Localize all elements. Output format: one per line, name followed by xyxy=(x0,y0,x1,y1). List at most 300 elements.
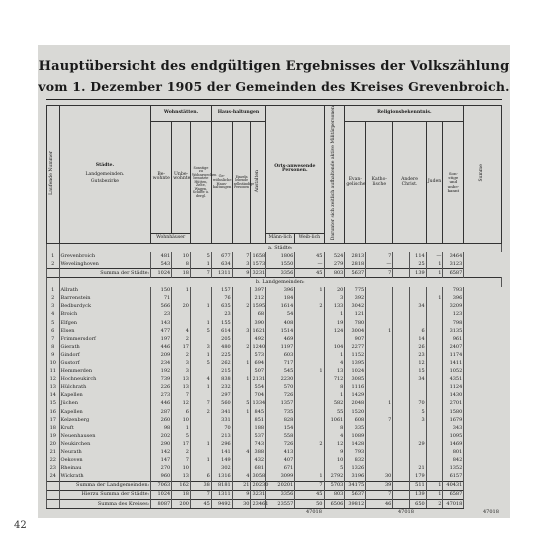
cell-value: 2230 xyxy=(266,376,295,384)
cell-value: 2 xyxy=(172,335,191,343)
summary-row-kreis xyxy=(47,500,502,509)
cell-value xyxy=(295,311,324,319)
row-number: 8 xyxy=(47,343,60,351)
cell-value xyxy=(366,287,393,295)
cell-value: 469 xyxy=(266,335,295,343)
census-table-body xyxy=(47,244,502,509)
cell-value: — xyxy=(295,260,324,269)
cell-value: 290 xyxy=(151,440,172,448)
cell-value: 10 xyxy=(172,416,191,424)
cell-value: 635 xyxy=(211,303,232,311)
cell-value xyxy=(426,457,443,465)
cell-value: 157 xyxy=(211,287,232,295)
cell-value: 34175 xyxy=(345,481,366,490)
row-gemeinde-name: Frimmersdorf xyxy=(59,335,151,343)
cell-value: 5 xyxy=(172,432,191,440)
cell-value: 212 xyxy=(251,295,266,303)
summary-label: Summa der Landgemeinden: xyxy=(59,481,151,490)
cell-value: 38 xyxy=(190,481,211,490)
cell-value: 1152 xyxy=(345,351,366,359)
title-line-1: Hauptübersicht des endgültigen Ergebnisses der Volkszählung xyxy=(38,59,510,74)
cell-value xyxy=(426,343,443,351)
row-gemeinde-name: Neurath xyxy=(59,448,151,456)
header-religion: Religionsbekenntnis. xyxy=(345,106,464,122)
cell-value: 13 xyxy=(324,368,345,376)
header-sonstige-religion: Son-stige und unbe-kannt xyxy=(443,122,464,244)
cell-value: 1357 xyxy=(266,400,295,408)
cell-value: 1311 xyxy=(211,269,232,278)
cell-value: 8181 xyxy=(211,481,232,490)
table-row xyxy=(47,408,502,416)
cell-value xyxy=(426,408,443,416)
cell-value: 6 xyxy=(172,408,191,416)
cell-value: 2 xyxy=(295,303,324,311)
cell-value: 803 xyxy=(324,269,345,278)
header-unbewohnte: Unbe-wohnte xyxy=(172,122,191,234)
cell-value xyxy=(190,335,211,343)
row-gemeinde-name: Wevelinghoven xyxy=(59,260,151,269)
cell-value: 23557 xyxy=(266,500,295,509)
cell-value: 545 xyxy=(266,368,295,376)
cell-value: 961 xyxy=(443,335,464,343)
row-gemeinde-name: Grevenbroich xyxy=(59,252,151,260)
cell-value: 1429 xyxy=(345,392,366,400)
cell-value xyxy=(295,424,324,432)
table-row xyxy=(47,416,502,424)
section-staedte-row xyxy=(47,244,502,253)
header-wohnstaetten: Wohnstätten. xyxy=(151,106,212,122)
cell-value xyxy=(295,384,324,392)
cell-value: 188 xyxy=(251,424,266,432)
cell-value: 23 xyxy=(410,351,427,359)
cell-value: 13 xyxy=(172,376,191,384)
cell-value: 1 xyxy=(324,392,345,400)
row-gemeinde-name: Neukirchen xyxy=(59,440,151,448)
cell-value: 614 xyxy=(211,327,232,335)
cell-value xyxy=(295,416,324,424)
cell-value xyxy=(190,424,211,432)
cell-value: 2 xyxy=(190,408,211,416)
cell-value: 192 xyxy=(151,368,172,376)
cell-value xyxy=(232,311,251,319)
cell-value xyxy=(232,368,251,376)
cell-value xyxy=(410,295,427,303)
cell-value xyxy=(190,295,211,303)
cell-value: 25 xyxy=(410,260,427,269)
cell-value: 554 xyxy=(251,384,266,392)
cell-value: 6506 xyxy=(324,500,345,509)
cell-value: 407 xyxy=(266,457,295,465)
cell-value: 1197 xyxy=(266,343,295,351)
cell-value: 23461 xyxy=(251,500,266,509)
cell-value: 18 xyxy=(172,490,191,499)
cell-value xyxy=(366,311,393,319)
row-number: 3 xyxy=(47,303,60,311)
cell-value: 341 xyxy=(211,408,232,416)
cell-value xyxy=(295,359,324,367)
cell-value: 197 xyxy=(151,335,172,343)
cell-value: 2818 xyxy=(345,260,366,269)
cell-value: 4 xyxy=(172,327,191,335)
cell-value xyxy=(190,416,211,424)
cell-value: 1 xyxy=(190,384,211,392)
cell-value: 279 xyxy=(324,260,345,269)
cell-value xyxy=(366,448,393,456)
cell-value: 570 xyxy=(266,384,295,392)
cell-value: 1514 xyxy=(266,327,295,335)
cell-value: 726 xyxy=(266,440,295,448)
cell-value: 2813 xyxy=(345,252,366,260)
cell-value: 14 xyxy=(410,335,427,343)
cell-value: 1469 xyxy=(443,440,464,448)
cell-value: 1430 xyxy=(443,392,464,400)
cell-value: 9 xyxy=(232,269,251,278)
row-gemeinde-name: Hemmerden xyxy=(59,368,151,376)
cell-value: 142 xyxy=(151,448,172,456)
cell-value: 7063 xyxy=(151,481,172,490)
cell-value: 694 xyxy=(251,359,266,367)
cell-value: 1334 xyxy=(252,400,266,407)
cell-value xyxy=(426,359,443,367)
row-gemeinde-name: Barrenstein xyxy=(59,295,151,303)
cell-value: 1 xyxy=(190,440,211,448)
cell-value: 7 xyxy=(366,252,393,260)
cell-value: 1520 xyxy=(345,408,366,416)
cell-value: 681 xyxy=(251,465,266,473)
cell-value: 205 xyxy=(211,335,232,343)
row-gemeinde-name: Wickrath xyxy=(59,473,151,482)
row-gemeinde-name: Broich xyxy=(59,311,151,319)
cell-value: 1614 xyxy=(266,303,295,311)
row-number: 9 xyxy=(47,351,60,359)
cell-value: 200 xyxy=(172,500,191,509)
cell-value: 2131 xyxy=(252,376,266,383)
scanned-table-page xyxy=(38,45,510,518)
row-gemeinde-name: Hochneukirch xyxy=(59,376,151,384)
cell-value xyxy=(190,465,211,473)
cell-value xyxy=(366,376,393,384)
cell-value: 2048 xyxy=(345,400,366,408)
cell-value xyxy=(190,287,211,295)
section-land-label: b. Landgemeinden: xyxy=(59,278,501,287)
row-number: 1 xyxy=(47,287,60,295)
cell-value: 184 xyxy=(266,295,295,303)
cell-value: 803 xyxy=(324,490,345,499)
cell-value: 1 xyxy=(426,260,443,269)
cell-value: 1089 xyxy=(345,432,366,440)
summary-row-staedte xyxy=(47,269,502,278)
table-row xyxy=(47,327,502,335)
header-militaer: Darunter sich zeitlich aufhaltende aktive Militärpersonen xyxy=(324,106,345,244)
cell-value xyxy=(410,384,427,392)
cell-value: 4 xyxy=(232,448,251,456)
cell-value: 9492 xyxy=(211,500,232,509)
cell-value: 202 xyxy=(151,432,172,440)
table-row xyxy=(47,303,502,311)
cell-value: 76 xyxy=(211,295,232,303)
cell-value xyxy=(426,392,443,400)
row-gemeinde-name: Allrath xyxy=(59,287,151,295)
cell-value xyxy=(366,295,393,303)
cell-value xyxy=(295,376,324,384)
cell-value xyxy=(232,319,251,327)
header-gemeinden: Städte. Landgemeinden. Gutsbezirke xyxy=(59,106,151,244)
cell-value: 838 xyxy=(211,376,232,384)
cell-value: 335 xyxy=(345,424,366,432)
cell-value: 5 xyxy=(410,408,427,416)
row-number: 22 xyxy=(47,457,60,465)
cell-value: 2407 xyxy=(443,343,464,351)
cell-value: 2701 xyxy=(443,400,464,408)
cell-value: 775 xyxy=(345,287,366,295)
cell-value: 1 xyxy=(232,376,251,384)
table-row xyxy=(47,432,502,440)
cell-value: 634 xyxy=(211,260,232,269)
cell-value: 1061 xyxy=(324,416,345,424)
cell-value: 40431 xyxy=(443,481,464,490)
cell-value: 7 xyxy=(366,269,393,278)
cell-value xyxy=(366,319,393,327)
cell-value: 9 xyxy=(232,490,251,499)
cell-value: 296 xyxy=(211,440,232,448)
cell-value: 3004 xyxy=(345,327,366,335)
table-row xyxy=(47,359,502,367)
cell-value: 3 xyxy=(172,359,191,367)
cell-value xyxy=(366,457,393,465)
header-sonstige-wohnstaetten: Sonstige zu Wohnzwecken benutzte Hütten, Zelte, Wagen, Schiffe u. dergl. xyxy=(190,122,211,244)
summary-label: Hierzu Summa der Städte: xyxy=(59,490,151,499)
header-evangelische: Evan-gelische xyxy=(345,122,366,244)
cell-value xyxy=(410,424,427,432)
cell-value xyxy=(295,465,324,473)
cell-value: 3099 xyxy=(266,473,295,482)
cell-value xyxy=(295,343,324,351)
cell-value: 3 xyxy=(410,416,427,424)
cell-value: 30 xyxy=(232,500,251,509)
footer-total-1: 47018 xyxy=(306,509,322,515)
cell-value: 343 xyxy=(443,424,464,432)
cell-value: 8 xyxy=(172,260,191,269)
header-weiblich: Weib-lich xyxy=(295,233,324,243)
table-row xyxy=(47,457,502,465)
cell-value: 712 xyxy=(324,376,345,384)
cell-value: 21 xyxy=(232,481,251,490)
cell-value: 960 xyxy=(151,473,172,482)
cell-value: 1395 xyxy=(345,359,366,367)
cell-value: 2 xyxy=(172,351,191,359)
cell-value: 133 xyxy=(324,303,345,311)
cell-value xyxy=(426,319,443,327)
table-row xyxy=(47,376,502,384)
row-number: 11 xyxy=(47,368,60,376)
cell-value: 1679 xyxy=(443,416,464,424)
cell-value: 1 xyxy=(426,490,443,499)
cell-value: 147 xyxy=(151,457,172,465)
cell-value: 650 xyxy=(410,500,427,509)
cell-value: 392 xyxy=(345,295,366,303)
row-gemeinde-name: Gindorf xyxy=(59,351,151,359)
cell-value: 3231 xyxy=(251,490,266,499)
cell-value: 1 xyxy=(172,287,191,295)
header-juden: Juden xyxy=(426,122,443,244)
cell-value: 70 xyxy=(410,400,427,408)
cell-value: 17 xyxy=(172,440,191,448)
cell-value: 1124 xyxy=(443,384,464,392)
cell-value xyxy=(366,351,393,359)
cell-value xyxy=(232,392,251,400)
cell-value: 1580 xyxy=(443,408,464,416)
cell-value xyxy=(295,392,324,400)
cell-value: 2 xyxy=(295,440,324,448)
cell-value: 7 xyxy=(190,269,211,278)
row-number: 20 xyxy=(47,440,60,448)
cell-value xyxy=(366,465,393,473)
section-staedte-label: a. Städte: xyxy=(59,244,501,253)
cell-value: 1 xyxy=(426,295,443,303)
summary-label: Summa des Kreises: xyxy=(59,500,151,509)
cell-value: 743 xyxy=(251,440,266,448)
cell-value: 12 xyxy=(324,440,345,448)
cell-value xyxy=(366,359,393,367)
cell-value: 20201 xyxy=(266,481,295,490)
row-number: 5 xyxy=(47,319,60,327)
page-number: 42 xyxy=(14,520,27,531)
cell-value: 3058 xyxy=(251,473,266,482)
cell-value: 262 xyxy=(211,359,232,367)
cell-value: 793 xyxy=(443,287,464,295)
cell-value: 1 xyxy=(190,260,211,269)
row-gemeinde-name: Kapellen xyxy=(59,408,151,416)
header-laufende-nummer: Laufende Nummer xyxy=(47,106,60,244)
cell-value: 507 xyxy=(251,368,266,376)
cell-value: 34 xyxy=(410,303,427,311)
cell-value: 20 xyxy=(324,287,345,295)
cell-value: 302 xyxy=(211,465,232,473)
header-wohnhaeuser: Wohnhäuser xyxy=(151,233,191,243)
section-land-row xyxy=(47,278,502,287)
row-number: 2 xyxy=(47,260,60,269)
cell-value: 543 xyxy=(151,260,172,269)
cell-value: 3 xyxy=(190,343,211,351)
cell-value: 5 xyxy=(190,359,211,367)
table-row xyxy=(47,335,502,343)
cell-value: 139 xyxy=(410,490,427,499)
cell-value: 573 xyxy=(251,351,266,359)
cell-value: 780 xyxy=(345,319,366,327)
cell-value xyxy=(295,400,324,408)
cell-value: 3 xyxy=(172,368,191,376)
cell-value: 1 xyxy=(366,327,393,335)
cell-value: 4 xyxy=(232,473,251,482)
row-gemeinde-name: Kelzenberg xyxy=(59,416,151,424)
cell-value xyxy=(232,440,251,448)
cell-value: 7 xyxy=(190,400,211,408)
cell-value: 1 xyxy=(324,351,345,359)
header-maennlich: Männ-lich xyxy=(266,233,295,243)
cell-value xyxy=(410,392,427,400)
cell-value: 232 xyxy=(211,384,232,392)
cell-value xyxy=(295,295,324,303)
cell-value: 3209 xyxy=(443,303,464,311)
cell-value: 3042 xyxy=(345,303,366,311)
cell-value: 12 xyxy=(410,359,427,367)
cell-value: 492 xyxy=(251,335,266,343)
cell-value xyxy=(366,335,393,343)
summary-row-landgemeinden xyxy=(47,481,502,490)
row-number: 17 xyxy=(47,416,60,424)
cell-value: 6587 xyxy=(443,490,464,499)
cell-value: 124 xyxy=(324,327,345,335)
cell-value: 2 xyxy=(232,303,251,311)
cell-value: 1595 xyxy=(252,303,266,310)
cell-value xyxy=(366,392,393,400)
cell-value xyxy=(190,311,211,319)
row-number: 18 xyxy=(47,424,60,432)
cell-value xyxy=(366,303,393,311)
cell-value: 1 xyxy=(190,457,211,465)
cell-value: 39812 xyxy=(345,500,366,509)
cell-value xyxy=(410,457,427,465)
cell-value: 45 xyxy=(190,500,211,509)
cell-value: 1 xyxy=(295,368,324,376)
cell-value xyxy=(426,311,443,319)
cell-value xyxy=(410,319,427,327)
cell-value: 739 xyxy=(151,376,172,384)
row-number: 13 xyxy=(47,384,60,392)
table-row xyxy=(47,440,502,448)
cell-value: 68 xyxy=(251,311,266,319)
cell-value: 3 xyxy=(324,295,345,303)
cell-value: 213 xyxy=(211,432,232,440)
cell-value xyxy=(232,465,251,473)
cell-value: 23 xyxy=(151,311,172,319)
cell-value xyxy=(295,408,324,416)
cell-value: 30 xyxy=(366,473,393,482)
cell-value: 1 xyxy=(366,400,393,408)
cell-value: 1024 xyxy=(151,490,172,499)
cell-value: 2792 xyxy=(324,473,345,482)
cell-value xyxy=(366,440,393,448)
footer-total-2: 47018 xyxy=(398,509,414,515)
row-number: 14 xyxy=(47,392,60,400)
row-number: 4 xyxy=(47,311,60,319)
table-row xyxy=(47,392,502,400)
cell-value: 21 xyxy=(410,465,427,473)
cell-value: — xyxy=(426,252,443,260)
cell-value: 1 xyxy=(295,473,324,482)
cell-value: 17 xyxy=(172,343,191,351)
cell-value: 45 xyxy=(295,490,324,499)
cell-value: 260 xyxy=(151,416,172,424)
cell-value: 2277 xyxy=(345,343,366,351)
table-row xyxy=(47,400,502,408)
cell-value: 566 xyxy=(151,303,172,311)
cell-value: 2 xyxy=(426,500,443,509)
cell-value: 3 xyxy=(232,260,251,269)
cell-value: 234 xyxy=(151,359,172,367)
cell-value: 603 xyxy=(266,351,295,359)
cell-value: 70 xyxy=(211,424,232,432)
cell-value xyxy=(232,424,251,432)
cell-value: 155 xyxy=(211,319,232,327)
cell-value: 13 xyxy=(172,473,191,482)
row-gemeinde-name: Kapellen xyxy=(59,392,151,400)
cell-value: 1174 xyxy=(443,351,464,359)
cell-value: 20230 xyxy=(251,481,266,490)
cell-value: 6157 xyxy=(443,473,464,482)
cell-value: 3356 xyxy=(266,269,295,278)
cell-value: 225 xyxy=(211,351,232,359)
